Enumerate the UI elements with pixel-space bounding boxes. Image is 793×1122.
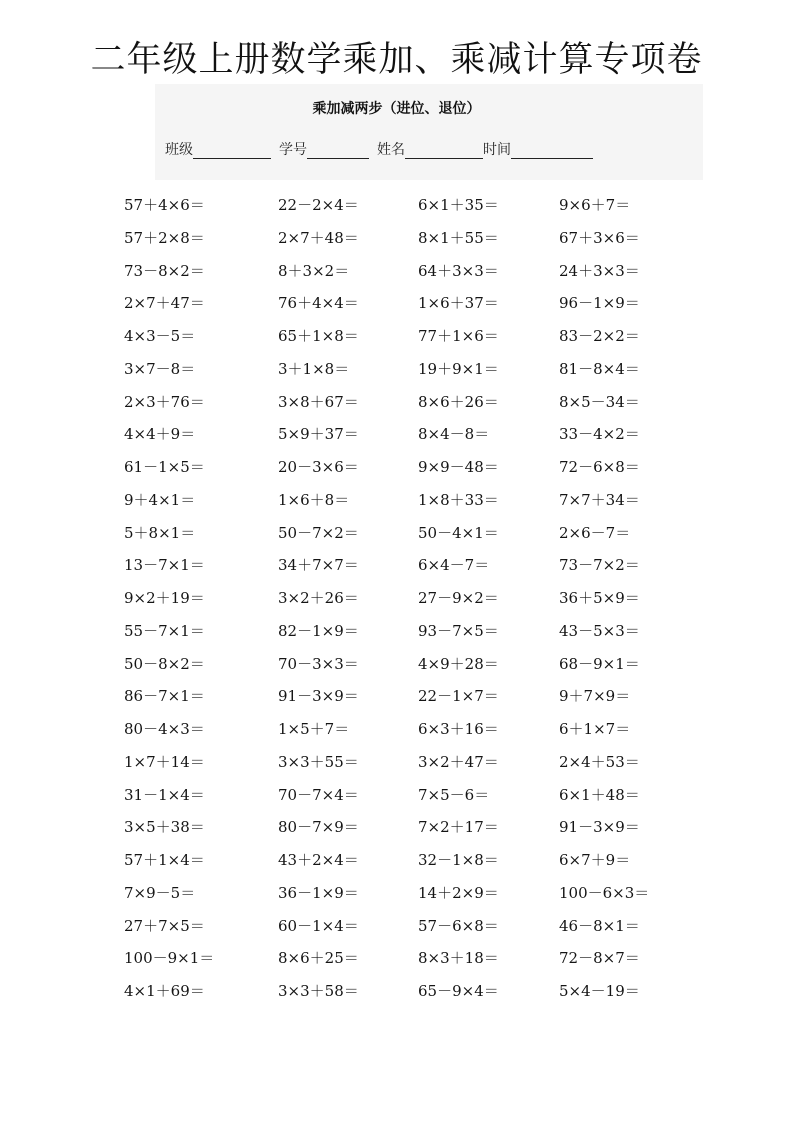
- arithmetic-problem: 57＋1×4＝: [124, 851, 205, 869]
- arithmetic-problem: 50－8×2＝: [124, 654, 205, 673]
- arithmetic-problem: 1×6＋37＝: [418, 294, 499, 313]
- arithmetic-problem: 72－6×8＝: [559, 458, 640, 476]
- arithmetic-problem: 9×2＋19＝: [124, 589, 205, 607]
- arithmetic-problem: 24＋3×3＝: [559, 261, 640, 280]
- arithmetic-problem: 3×3＋55＝: [278, 752, 359, 771]
- arithmetic-problem: 33－4×2＝: [559, 425, 640, 444]
- arithmetic-problem: 20－3×6＝: [278, 458, 359, 476]
- arithmetic-problem: 67＋3×6＝: [559, 228, 640, 247]
- arithmetic-problem: 19＋9×1＝: [418, 359, 499, 378]
- arithmetic-problem: 6＋1×7＝: [559, 720, 631, 738]
- arithmetic-problem: 80－4×3＝: [124, 720, 205, 738]
- arithmetic-problem: 1×8＋33＝: [418, 490, 499, 509]
- arithmetic-problem: 9＋4×1＝: [124, 490, 196, 509]
- arithmetic-problem: 8×4－8＝: [418, 425, 490, 444]
- arithmetic-problem: 22－1×7＝: [418, 687, 499, 706]
- arithmetic-problem: 31－1×4＝: [124, 785, 205, 804]
- arithmetic-problem: 61－1×5＝: [124, 458, 205, 476]
- arithmetic-problem: 55－7×1＝: [124, 621, 205, 640]
- arithmetic-problem: 70－3×3＝: [278, 654, 359, 673]
- arithmetic-problem: 96－1×9＝: [559, 294, 640, 313]
- arithmetic-problem: 1×6＋8＝: [278, 490, 350, 509]
- arithmetic-problem: 73－7×2＝: [559, 556, 640, 575]
- arithmetic-problem: 6×7＋9＝: [559, 851, 631, 869]
- student-no-label: 学号: [279, 142, 307, 158]
- arithmetic-problem: 57－6×8＝: [418, 916, 499, 935]
- arithmetic-problem: 81－8×4＝: [559, 359, 640, 378]
- arithmetic-problem: 6×1＋35＝: [418, 196, 499, 214]
- arithmetic-problem: 7×2＋17＝: [418, 818, 499, 837]
- student-no-blank: [307, 143, 369, 159]
- arithmetic-problem: 13－7×1＝: [124, 556, 205, 575]
- arithmetic-problem: 3＋1×8＝: [278, 359, 350, 378]
- arithmetic-problem: 27＋7×5＝: [124, 916, 205, 935]
- arithmetic-problem: 93－7×5＝: [418, 621, 499, 640]
- arithmetic-problem: 3×2＋47＝: [418, 752, 499, 771]
- arithmetic-problem: 91－3×9＝: [559, 818, 640, 837]
- arithmetic-problem: 8×1＋55＝: [418, 228, 499, 247]
- arithmetic-problem: 2×7＋48＝: [278, 228, 359, 247]
- arithmetic-problem: 4×3－5＝: [124, 327, 196, 345]
- arithmetic-problem: 22－2×4＝: [278, 196, 359, 214]
- arithmetic-problem: 8×6＋25＝: [278, 949, 359, 968]
- arithmetic-problem: 34＋7×7＝: [278, 556, 359, 575]
- arithmetic-problem: 100－6×3＝: [559, 883, 650, 902]
- worksheet-subtitle: 乘加减两步（进位、退位）: [312, 101, 481, 117]
- arithmetic-problem: 6×3＋16＝: [418, 720, 499, 738]
- arithmetic-problem: 6×4－7＝: [418, 556, 490, 575]
- arithmetic-problem: 65＋1×8＝: [278, 327, 359, 345]
- arithmetic-problem: 3×2＋26＝: [278, 589, 359, 607]
- arithmetic-problem: 50－7×2＝: [278, 523, 359, 542]
- arithmetic-problem: 2×4＋53＝: [559, 752, 640, 771]
- arithmetic-problem: 43－5×3＝: [559, 621, 640, 640]
- arithmetic-problem: 91－3×9＝: [278, 687, 359, 706]
- arithmetic-problem: 82－1×9＝: [278, 621, 359, 640]
- time-label: 时间: [483, 142, 511, 158]
- arithmetic-problem: 43＋2×4＝: [278, 851, 359, 869]
- arithmetic-problem: 100－9×1＝: [124, 949, 215, 968]
- arithmetic-problem: 9×9－48＝: [418, 458, 499, 476]
- arithmetic-problem: 9×6＋7＝: [559, 196, 631, 214]
- arithmetic-problem: 8×3＋18＝: [418, 949, 499, 968]
- arithmetic-problem: 36＋5×9＝: [559, 589, 640, 607]
- arithmetic-problem: 8×5－34＝: [559, 392, 640, 411]
- arithmetic-problem: 27－9×2＝: [418, 589, 499, 607]
- arithmetic-problem: 72－8×7＝: [559, 949, 640, 968]
- arithmetic-problem: 83－2×2＝: [559, 327, 640, 345]
- arithmetic-problem: 8＋3×2＝: [278, 261, 350, 280]
- name-blank: [405, 143, 483, 159]
- arithmetic-problem: 50－4×1＝: [418, 523, 499, 542]
- arithmetic-problem: 76＋4×4＝: [278, 294, 359, 313]
- arithmetic-problem: 3×5＋38＝: [124, 818, 205, 837]
- arithmetic-problem: 60－1×4＝: [278, 916, 359, 935]
- arithmetic-problem: 80－7×9＝: [278, 818, 359, 837]
- arithmetic-problem: 70－7×4＝: [278, 785, 359, 804]
- arithmetic-problem: 86－7×1＝: [124, 687, 205, 706]
- class-blank: [193, 143, 271, 159]
- arithmetic-problem: 4×9＋28＝: [418, 654, 499, 673]
- arithmetic-problem: 6×1＋48＝: [559, 785, 640, 804]
- arithmetic-problem: 5×9＋37＝: [278, 425, 359, 444]
- arithmetic-problem: 32－1×8＝: [418, 851, 499, 869]
- arithmetic-problem: 4×1＋69＝: [124, 982, 205, 1000]
- class-label: 班级: [165, 142, 193, 158]
- arithmetic-problem: 2×3＋76＝: [124, 392, 205, 411]
- arithmetic-problem: 4×4＋9＝: [124, 425, 196, 444]
- arithmetic-problem: 14＋2×9＝: [418, 883, 499, 902]
- arithmetic-problem: 5×4－19＝: [559, 982, 640, 1000]
- arithmetic-problem: 73－8×2＝: [124, 261, 205, 280]
- page-title: 二年级上册数学乘加、乘减计算专项卷: [90, 40, 703, 80]
- arithmetic-problem: 77＋1×6＝: [418, 327, 499, 345]
- arithmetic-problem: 65－9×4＝: [418, 982, 499, 1000]
- arithmetic-problem: 3×7－8＝: [124, 359, 196, 378]
- arithmetic-problem: 7×5－6＝: [418, 785, 490, 804]
- arithmetic-problem: 64＋3×3＝: [418, 261, 499, 280]
- arithmetic-problem: 7×9－5＝: [124, 883, 196, 902]
- arithmetic-problem: 1×5＋7＝: [278, 720, 350, 738]
- arithmetic-problem: 57＋2×8＝: [124, 228, 205, 247]
- arithmetic-problem: 8×6＋26＝: [418, 392, 499, 411]
- student-info-line: [165, 139, 593, 159]
- arithmetic-problem: 68－9×1＝: [559, 654, 640, 673]
- arithmetic-problem: 1×7＋14＝: [124, 752, 205, 771]
- name-label: 姓名: [377, 142, 405, 158]
- arithmetic-problem: 3×3＋58＝: [278, 982, 359, 1000]
- arithmetic-problem: 57＋4×6＝: [124, 196, 205, 214]
- arithmetic-problem: 9＋7×9＝: [559, 687, 631, 706]
- arithmetic-problem: 2×6－7＝: [559, 523, 631, 542]
- arithmetic-problem: 3×8＋67＝: [278, 392, 359, 411]
- arithmetic-problem: 36－1×9＝: [278, 883, 359, 902]
- arithmetic-problem: 46－8×1＝: [559, 916, 640, 935]
- arithmetic-problem: 2×7＋47＝: [124, 294, 205, 313]
- arithmetic-problem: 5＋8×1＝: [124, 523, 196, 542]
- arithmetic-problem: 7×7＋34＝: [559, 490, 640, 509]
- time-blank: [511, 143, 593, 159]
